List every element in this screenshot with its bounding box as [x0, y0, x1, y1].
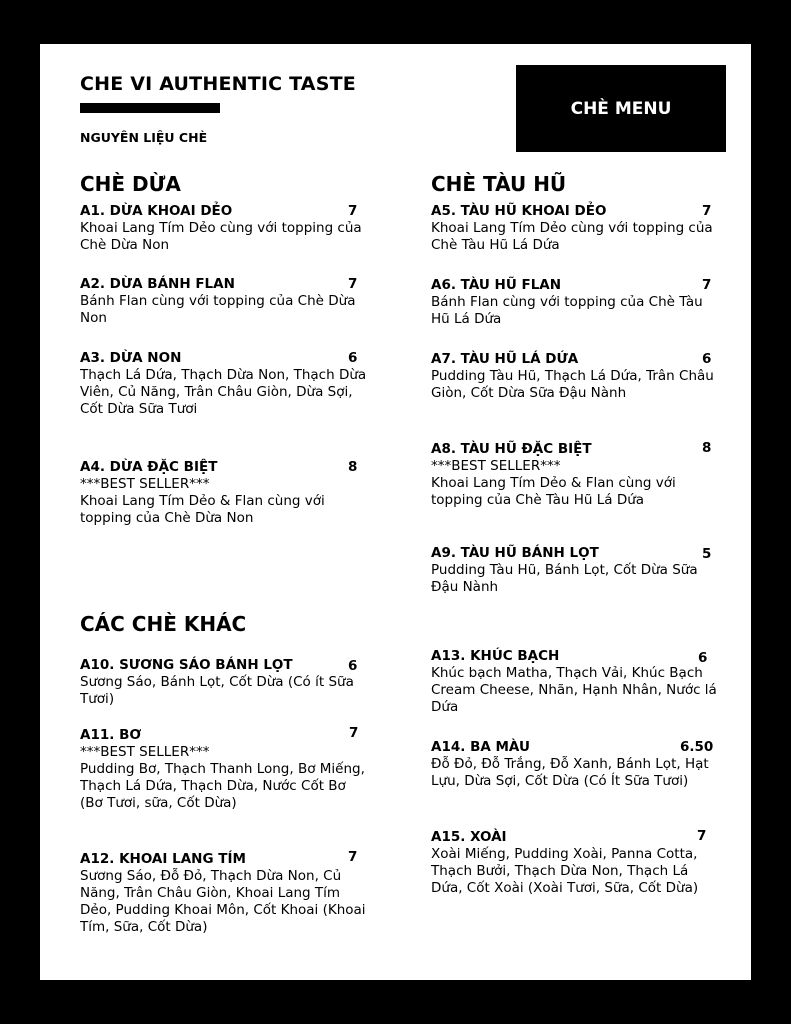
menu-item-a14 [431, 739, 721, 790]
item-price: 7 [349, 725, 359, 741]
item-description: Pudding Tàu Hũ, Bánh Lọt, Cốt Dừa Sữa Đậu Nành [431, 562, 698, 595]
section-heading-che-dua: CHÈ DỪA [80, 172, 181, 196]
item-description: Bánh Flan cùng với topping của Chè Dừa Non [80, 293, 356, 326]
item-price: 8 [702, 440, 712, 456]
item-note: ***BEST SELLER*** [80, 744, 210, 760]
section-heading-cac-che-khac: CÁC CHÈ KHÁC [80, 612, 247, 636]
item-description: Sương Sáo, Bánh Lọt, Cốt Dừa (Có ít Sữa Tươi) [80, 674, 354, 707]
menu-page [40, 44, 751, 980]
item-price: 7 [348, 276, 358, 292]
item-price: 7 [702, 277, 712, 293]
item-name: A1. DỪA KHOAI DẺO [80, 203, 233, 219]
item-description: Pudding Tàu Hũ, Thạch Lá Dứa, Trân Châu Giòn, Cốt Dừa Sữa Đậu Nành [431, 368, 714, 401]
item-description: Khoai Lang Tím Dẻo cùng với topping của Chè Tàu Hũ Lá Dứa [431, 220, 713, 253]
menu-item-a12 [80, 851, 370, 936]
menu-item-a9 [431, 545, 721, 596]
item-note: ***BEST SELLER*** [80, 476, 210, 492]
menu-item-a7 [431, 351, 721, 402]
item-price: 6 [698, 650, 708, 666]
item-description: Xoài Miếng, Pudding Xoài, Panna Cotta, Thạch Bưởi, Thạch Dừa Non, Thạch Lá Dứa, Cốt Xoài (Xoài Tươi, Sữa, Cốt Dừa) [431, 846, 699, 896]
item-description: Khoai Lang Tím Dẻo & Flan cùng với topping của Chè Tàu Hũ Lá Dứa [431, 475, 676, 508]
menu-label: CHÈ MENU [570, 98, 672, 119]
menu-item-a1 [80, 203, 370, 254]
menu-item-a2 [80, 276, 370, 327]
menu-item-a13 [431, 648, 721, 716]
menu-item-a4 [80, 459, 370, 527]
item-name: A2. DỪA BÁNH FLAN [80, 276, 235, 292]
menu-item-a8 [431, 441, 721, 509]
item-name: A15. XOÀI [431, 829, 507, 845]
menu-item-a10 [80, 657, 370, 708]
item-description: Khúc bạch Matha, Thạch Vải, Khúc Bạch Cream Cheese, Nhãn, Hạnh Nhân, Nước lá Dứa [431, 665, 717, 715]
item-price: 6 [348, 350, 358, 366]
item-price: 7 [348, 203, 358, 219]
menu-label-box [516, 65, 726, 152]
item-name: A10. SƯƠNG SÁO BÁNH LỌT [80, 657, 293, 673]
item-description: Pudding Bơ, Thạch Thanh Long, Bơ Miếng, Thạch Lá Dứa, Thạch Dừa, Nước Cốt Bơ (Bơ Tươi, sữa, Cốt Dừa) [80, 761, 365, 811]
item-name: A4. DỪA ĐẶC BIỆT [80, 459, 218, 475]
item-price: 6 [348, 658, 358, 674]
item-price: 7 [697, 828, 707, 844]
menu-item-a3 [80, 350, 370, 418]
item-name: A6. TÀU HŨ FLAN [431, 277, 562, 293]
item-name: A5. TÀU HŨ KHOAI DẺO [431, 203, 607, 219]
brand-underline-bar [80, 103, 220, 113]
item-price: 8 [348, 459, 358, 475]
item-description: Sương Sáo, Đỗ Đỏ, Thạch Dừa Non, Củ Năng, Trân Châu Giòn, Khoai Lang Tím Dẻo, Pudding Khoai Môn, Cốt Khoai (Khoai Tím, Sữa, Cốt Dừa) [80, 868, 366, 935]
item-description: Thạch Lá Dứa, Thạch Dừa Non, Thạch Dừa Viên, Củ Năng, Trân Châu Giòn, Dừa Sợi, Cốt Dừa Sữa Tươi [80, 367, 367, 417]
item-name: A12. KHOAI LANG TÍM [80, 851, 246, 867]
item-description: Đỗ Đỏ, Đỗ Trắng, Đỗ Xanh, Bánh Lọt, Hạt Lựu, Dừa Sợi, Cốt Dừa (Có Ít Sữa Tươi) [431, 756, 709, 789]
item-price: 6.50 [680, 739, 714, 755]
item-description: Bánh Flan cùng với topping của Chè Tàu Hũ Lá Dứa [431, 294, 703, 327]
item-description: Khoai Lang Tím Dẻo cùng với topping của Chè Dừa Non [80, 220, 362, 253]
item-name: A13. KHÚC BẠCH [431, 648, 560, 664]
menu-item-a11 [80, 727, 370, 812]
item-price: 5 [702, 546, 712, 562]
menu-item-a6 [431, 277, 721, 328]
section-heading-che-tau-hu: CHÈ TÀU HŨ [431, 172, 567, 196]
item-note: ***BEST SELLER*** [431, 458, 561, 474]
item-name: A11. BƠ [80, 727, 142, 743]
item-name: A8. TÀU HŨ ĐẶC BIỆT [431, 441, 592, 457]
item-name: A9. TÀU HŨ BÁNH LỌT [431, 545, 599, 561]
item-description: Khoai Lang Tím Dẻo & Flan cùng với topping của Chè Dừa Non [80, 493, 325, 526]
item-price: 7 [348, 849, 358, 865]
item-name: A3. DỪA NON [80, 350, 182, 366]
menu-item-a5 [431, 203, 721, 254]
item-price: 6 [702, 351, 712, 367]
item-price: 7 [702, 203, 712, 219]
subtitle: NGUYÊN LIỆU CHÈ [80, 130, 208, 145]
item-name: A14. BA MÀU [431, 739, 530, 755]
item-name: A7. TÀU HŨ LÁ DỨA [431, 351, 579, 367]
menu-item-a15 [431, 829, 721, 897]
brand-title: CHE VI AUTHENTIC TASTE [80, 73, 356, 95]
